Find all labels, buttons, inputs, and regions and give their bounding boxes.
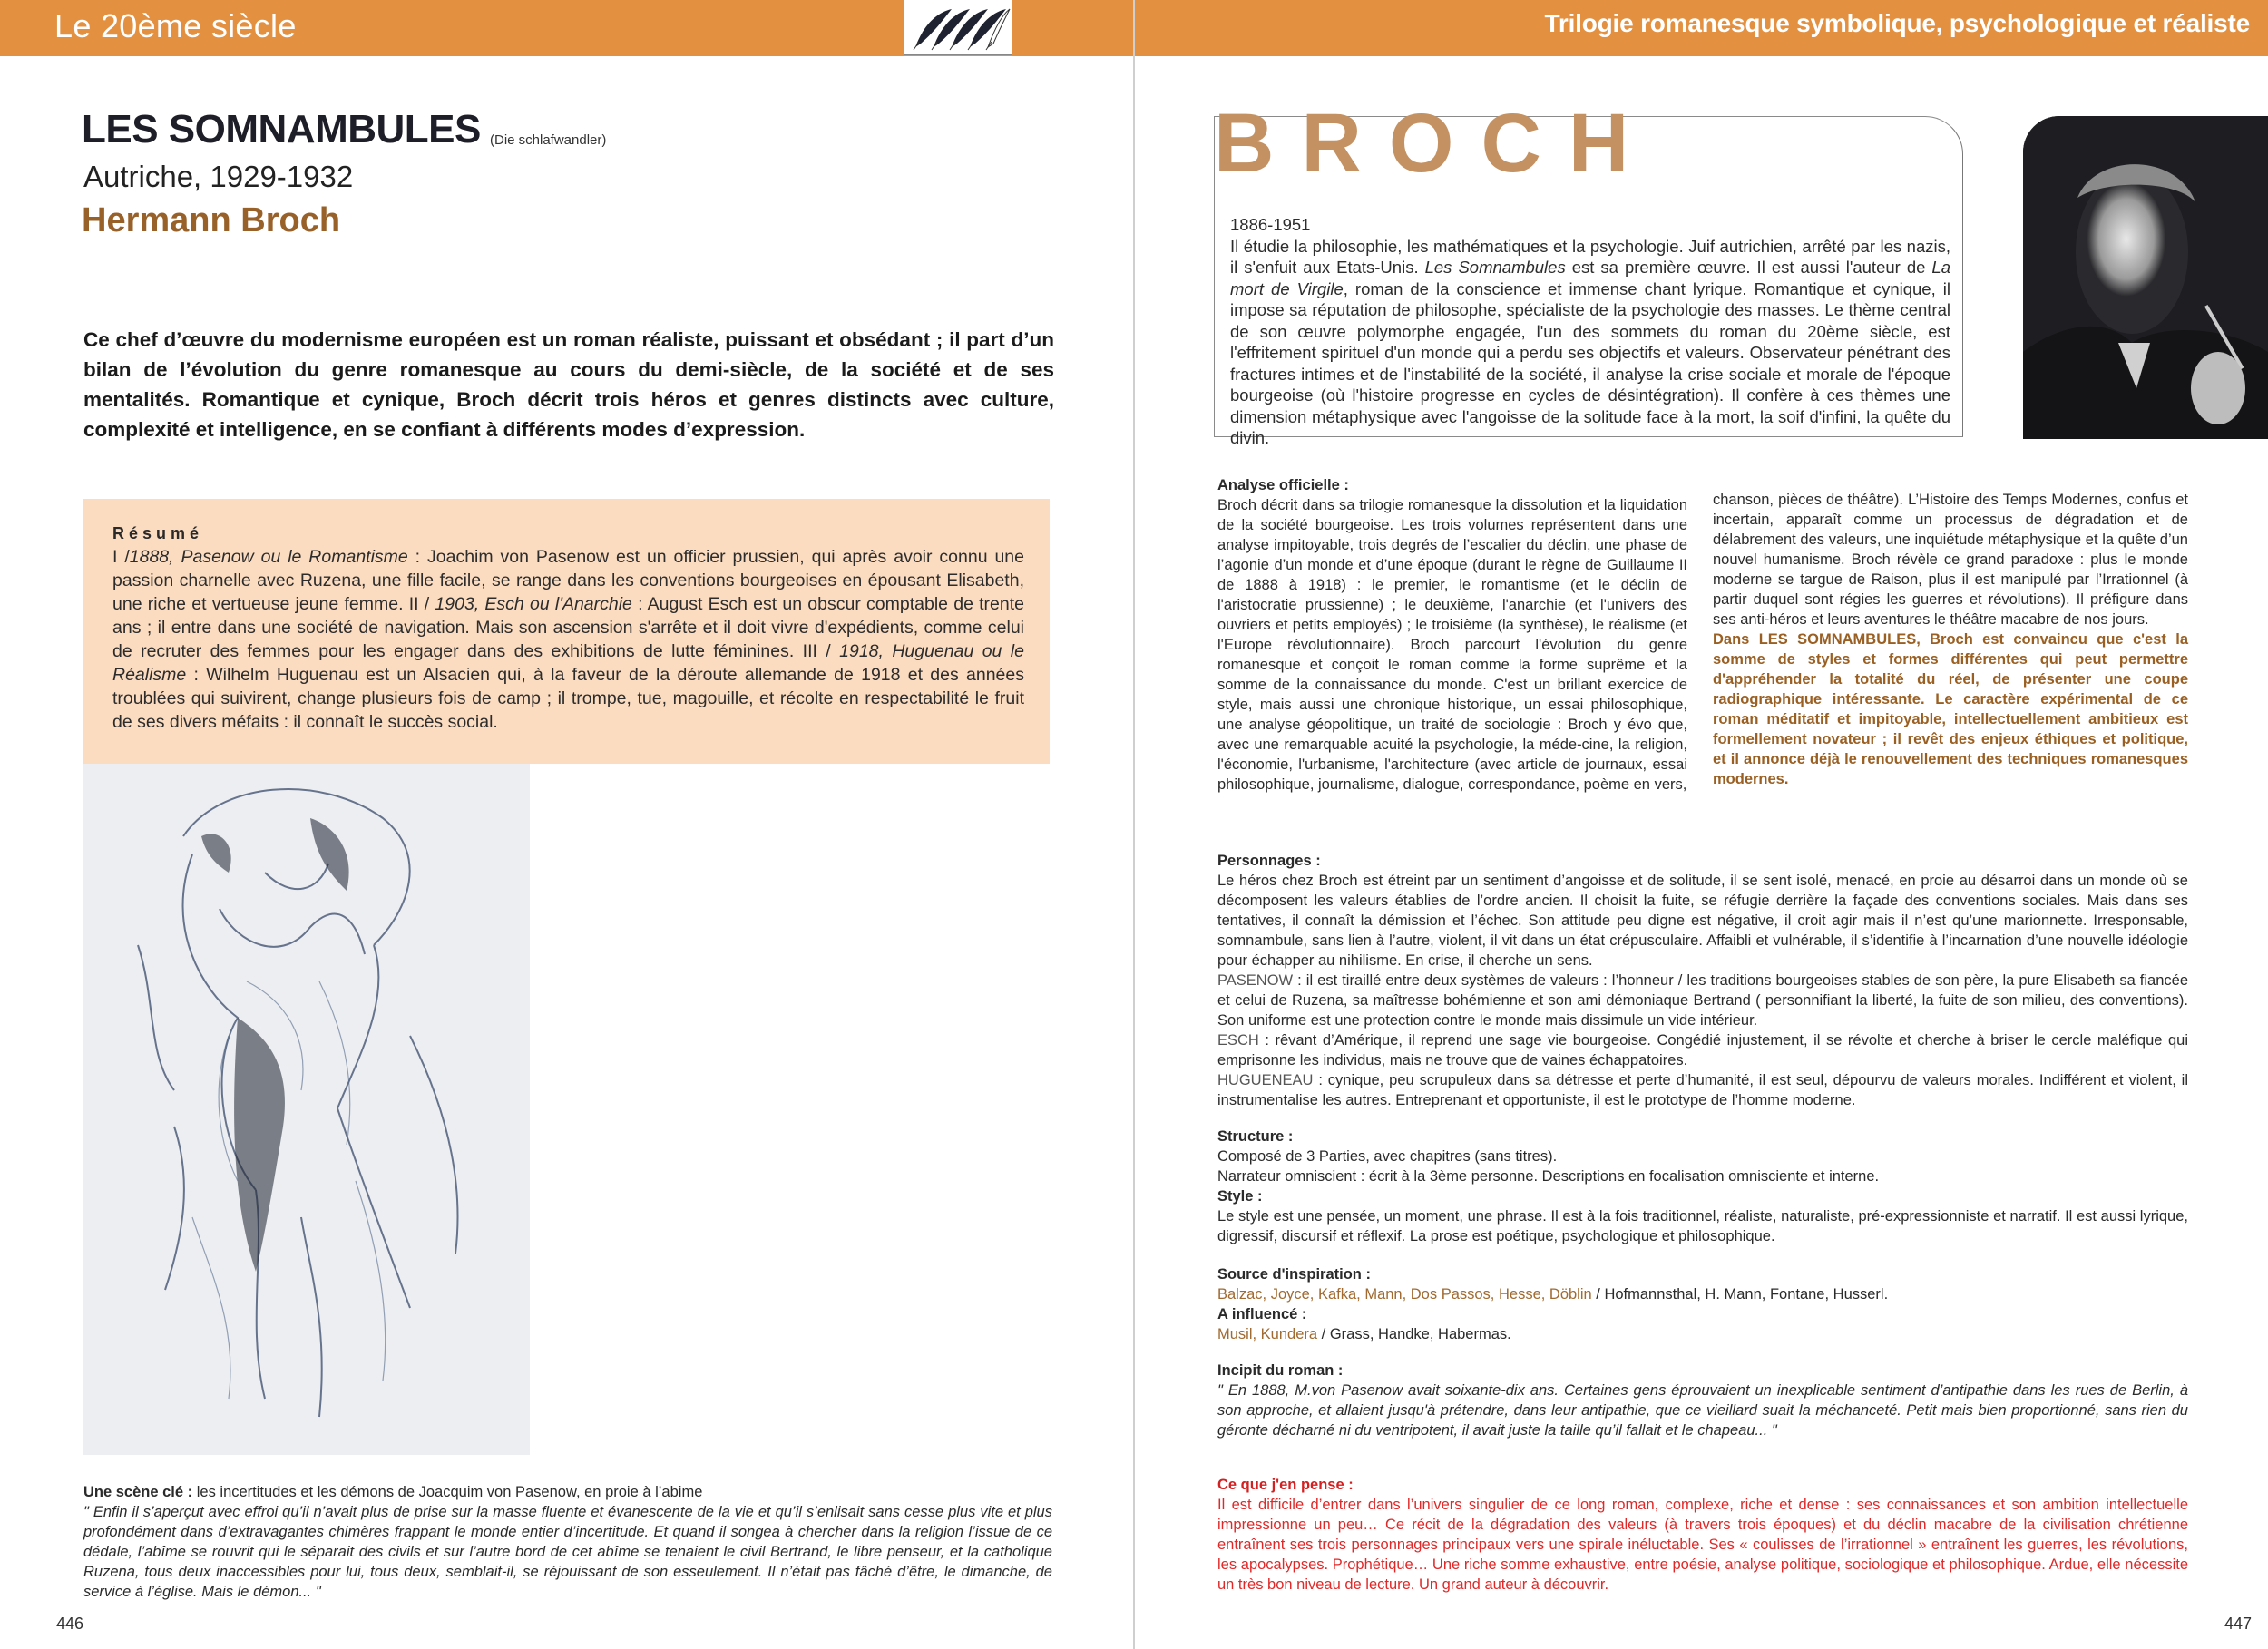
book-title: LES SOMNAMBULES [82,107,481,151]
structure-line: Composé de 3 Parties, avec chapitres (sans titres). [1217,1148,1558,1165]
characters-intro: Le héros chez Broch est étreint par un sentiment d’angoisse et de solitude, il se sent isolé, menacé, en proie au désarroi dans un monde où se décomposent les valeurs établies de l’ordre ancien. Il choisit la fuite, se réfugie derrière la façade des conventions sociales. Mais dans ses tentatives, il connaît la démission et l’échec. Son attitude peu digne est négative, il croit agir mais il n’est qu’une marionnette. Irresponsable, somnambule, sans lien à l’autre, violent, il vit dans un état crépusculaire. Affaibli et vulnérable, il s’identifie à l’incarnation d’une nouvelle idéologie pour échapper au nihilisme. En crise, il cherche un sens. [1217,873,2188,969]
part2-title: 1903, Esch ou l'Anarchie [435,594,632,614]
bio-work-title: Les Somnambules [1424,258,1566,277]
bio-text-part: , roman de la conscience et immense chant lyrique. Romantique et cynique, il impose sa réputation de philosophe, spécialiste de la psychologie des masses. Le thème central de son œuvre polymorphe engagée, l'un des sommets du roman du 20ème siècle, est l'effritement spirituel d'un monde qui a perdu ses objectifs et valeurs. Observateur pénétrant des fractures intimes et de l'instabilité de la société, il analyse la crise sociale et morale de l'époque bourgeoise (où l'histoire progresse en cycles de désintégration). Il confère à ces thèmes une dimension métaphysique avec l'angoisse de la solitude face à la mort, la soif d'infini, la quête du divin. [1230,278,1950,447]
bio-text-part: Il étudie la philosophie, les mathématiques et la psychologie. Juif autrichien, arrêté par les nazis, il s'enfuit aux Etats-Unis. [1230,236,1950,277]
analysis-heading: Analyse officielle : [1217,477,1349,493]
summary-box [83,499,1050,764]
country-dates: Autriche, 1929-1932 [83,160,354,193]
opinion-heading: Ce que j'en pense : [1217,1477,1354,1493]
bio-text-part: est sa première œuvre. Il est aussi l'auteur de [1565,258,1932,277]
author-surname-heading: BROCH [1214,97,1657,190]
key-scene-heading [83,1482,1052,1502]
page-spine-divider [1133,0,1135,1649]
key-scene-quote: " Enfin il s’aperçut avec effroi qu’il n’avait plus de prise sur la masse fluente et évanescente de la vie et qu’il s’enlisait sans cesse plus vite et plus profondément dans d’extravagantes chimères frappant le monde entier d’incertitude. Et quand il songea à chercher dans la religion l’issue de ce dédale, l’abîme se rouvrit qui le séparait des civils et sur l’autre bord de cet abîme se tenaient le civil Bertrand, le libre penseur, et la catholique Ruzena, tous deux inaccessibles pour lui, tous deux, semblait-il, se réjouissant de son esseulement. Il n’était pas fâché d’être, le dimanche, de service à l’église. Mais le démon... " [83,1504,1052,1600]
incipit-text: " En 1888, M.von Pasenow avait soixante-dix ans. Certaines gens éprouvaient un inexplicable sentiment d’antipathie dans les rues de Berlin, à son approche, et allaient jusqu'à prétendre, dans leur antipathie, que ce vieillard suait la méchanceté. Petit mais bien proportionné, sans rien du géronte décharné ni du ventripotent, il avait juste la taille qu’il fallait et le chapeau... " [1217,1382,2188,1439]
quill-feathers-icon [904,0,1012,55]
incipit-heading: Incipit du roman : [1217,1362,1344,1379]
character-description: : cynique, peu scrupuleux dans sa détresse et perte d’humanité, il est seul, dépourvu de valeurs morales. Indifférent et violent, il instrumentalise les autres. Entreprenant et opportuniste, il est le prototype de l’homme moderne. [1217,1072,2188,1108]
character-name: HUGUENEAU [1217,1072,1314,1088]
author-bio-text [1230,214,1950,449]
section-label: Le 20ème siècle [54,7,297,44]
analysis-column-left [1217,475,1687,795]
character-name: PASENOW [1217,972,1294,989]
part2-number: II / [408,594,435,614]
inspiration-primary: Balzac, Joyce, Kafka, Mann, Dos Passos, Hesse, Döblin [1217,1286,1592,1303]
page-number-left: 446 [56,1615,84,1633]
character-name: ESCH [1217,1032,1259,1049]
key-scene-section [83,1482,1052,1602]
style-heading: Style : [1217,1188,1263,1205]
lead-paragraph: Ce chef d’œuvre du modernisme européen est un roman réaliste, puissant et obsédant ; il part d’un bilan de l’évolution du genre romanesque au cours du demi-siècle, de la société et de ses mentalités. Romantique et cynique, Broch décrit trois héros et genres distincts avec culture, complexité et intelligence, en se confiant à différents modes d’expression. [83,328,1054,441]
author-portrait [2023,116,2268,439]
inspiration-heading: Source d'inspiration : [1217,1266,1371,1283]
character-description: : rêvant d’Amérique, il reprend une sage vie bourgeoise. Congédié injustement, il se révolte et cherche à briser le cercle maléfique qui emprisonne les individus, mais ne trouve que de vaines échappatoires. [1217,1032,2188,1068]
opinion-section [1217,1475,2188,1595]
part3-number: III / [802,641,840,661]
structure-style-section [1217,1127,2188,1246]
author-name: Hermann Broch [82,201,341,239]
structure-heading: Structure : [1217,1128,1294,1145]
part1-number: I / [112,547,130,567]
part2-text: : August Esch est un obscur comptable de trente ans ; il entre dans une société de navigation. Mais son ascension s'arrête et il doit vivre d'expédients, comme celui de recruter des femmes pour les engager dans des exhibitions de lutte féminines. [112,594,1024,661]
character-entry [1217,971,2188,1030]
key-scene-subtitle: les incertitudes et les démons de Joacquim von Pasenow, en proie à l’abime [192,1484,703,1500]
analysis-text-right: chanson, pièces de théâtre). L’Histoire des Temps Modernes, confus et incertain, apparaît comme un processus de dégradation et de délabrement des valeurs, une inquiétude métaphysique et la quête d’un nouvel humanisme. Broch révèle ce grand paradoxe : plus le monde moderne se targue de Raison, plus il est manipulé par l’Irrationnel (à partir duquel sont régies les guerres et révolutions). Il préfigure dans ses anti-héros et leurs aventures le théâtre macabre de nos jours. [1713,492,2188,628]
incipit-section [1217,1361,2188,1440]
part1-text: : Joachim von Pasenow est un officier prussien, qui après avoir connu une passion charnelle avec Ruzena, une fille facile, se range dans les conventions bourgeoises en épousant Elisabeth, une riche et vertueuse jeune femme. [112,547,1024,614]
key-scene-label: Une scène clé : [83,1484,193,1500]
character-entry [1217,1070,2188,1110]
inspiration-text [1217,1284,2188,1304]
style-text: Le style est une pensée, un moment, une phrase. Il est à la fois traditionnel, réaliste, naturaliste, pré-expressionniste et narratif. Il est aussi lyrique, digressif, discursif et réflexif. La prose est poétique, psychologique et philosophique. [1217,1208,2188,1244]
page-right-title: Trilogie romanesque symbolique, psychologique et réaliste [1544,9,2250,37]
characters-heading: Personnages : [1217,853,1321,869]
influence-text [1217,1324,2188,1344]
opinion-text: Il est difficile d’entrer dans l’univers singulier de ce long roman, complexe, riche et dense : ses connaissances et son ambition intellectuelle impressionne un peu… Ce récit de la dégradation des valeurs (à travers trois époques) et du déclin macabre de la civilisation chrétienne entraînent ses trois personnages principaux vers une spirale inéluctable. Ses « coulisses de l’irrationnel » entraînent les guerres, les révolutions, les apocalypses. Prophétique… Une riche somme exhaustive, entre poésie, analyse politique, sociologique et philosophique. Ardue, elle nécessite un très bon niveau de lecture. Un grand auteur à découvrir. [1217,1497,2188,1593]
summary-text [112,545,1024,734]
part1-title: 1888, Pasenow ou le Romantisme [129,547,408,567]
structure-line: Narrateur omniscient : écrit à la 3ème personne. Descriptions en focalisation omnisciente et interne. [1217,1168,1880,1185]
original-title: (Die schlafwandler) [490,132,607,148]
author-life-dates: 1886-1951 [1230,215,1311,234]
influence-secondary: / Grass, Handke, Habermas. [1317,1326,1511,1342]
analysis-highlight: Dans LES SOMNAMBULES, Broch est convaincu que c'est la somme de styles et formes différentes qui peut permettre d'appréhender la totalité du réel, de présenter une coupe radiographique intéressante. Le caractère expérimental de ce roman méditatif et impitoyable, intellectuellement ambitieux est formellement novateur ; il revêt des enjeux éthiques et politique, et il annonce déjà le renouvellement des techniques romanesques modernes. [1713,631,2188,787]
bio-work-title: La mort de Virgile [1230,258,1950,298]
inspiration-secondary: / Hofmannsthal, H. Mann, Fontane, Husserl. [1591,1286,1889,1303]
character-entry [1217,1030,2188,1070]
part3-text: : Wilhelm Huguenau est un Alsacien qui, à la faveur de la déroute allemande de 1918 et des années troublées qui suivirent, change plusieurs fois de camp ; il trompe, tue, magouille, et récolte en respectabilité le fruit de ses divers méfaits : il connaît le succès social. [112,665,1024,732]
page-number-right: 447 [2224,1615,2252,1633]
summary-heading: Résumé [112,524,204,542]
analysis-text-left: Broch décrit dans sa trilogie romanesque la dissolution et la liquidation de la société bourgeoise. Les trois volumes représentent dans une analyse impitoyable, trois degrés de l’escalier du déclin, une phase de l’agonie d’un monde et d’une époque (durant le règne de Guillaume II de 1888 à 1918) : le premier, le romantisme (et le déclin de l'aristocratie prussienne) ; le deuxième, l'anarchie (et l'univers des ouvriers et petits employés) ; le troisième (la synthèse), le réalisme (et l'Europe révolutionnaire). Broch parcourt l'évolution du genre romanesque et conçoit le roman comme la forme suprême et la somme de la connaissance du monde. C'est un brillant exercice de style, mais aussi une chronique historique, un essai philosophique, une analyse géopolitique, un traité de sociologie : Broch y évo que, avec une remarquable acuité la psychologie, la méde-cine, la religion, l'économie, l'urbanisme, l'architecture (avec article de journaux, essai philosophique, journalisme, dialogue, correspondance, poème en vers, [1217,497,1687,793]
influence-heading: A influencé : [1217,1306,1307,1322]
inspiration-section [1217,1264,2188,1344]
illustration-drawing [83,764,530,1455]
analysis-column-right [1713,490,2188,789]
character-description: : il est tiraillé entre deux systèmes de valeurs : l’honneur / les traditions bourgeoises stables de son père, la pure Elisabeth sa fiancée et celui de Ruzena, sa maîtresse bohémienne et son ami démoniaque Bertrand ( personnifiant la liberté, la fuite de son milieu, des conventions). Son uniforme est une protection contre le monde mais dissimule un vide intérieur. [1217,972,2188,1029]
part3-title: 1918, Huguenau ou le Réalisme [112,641,1024,685]
characters-section [1217,851,2188,1110]
influence-primary: Musil, Kundera [1217,1326,1318,1342]
